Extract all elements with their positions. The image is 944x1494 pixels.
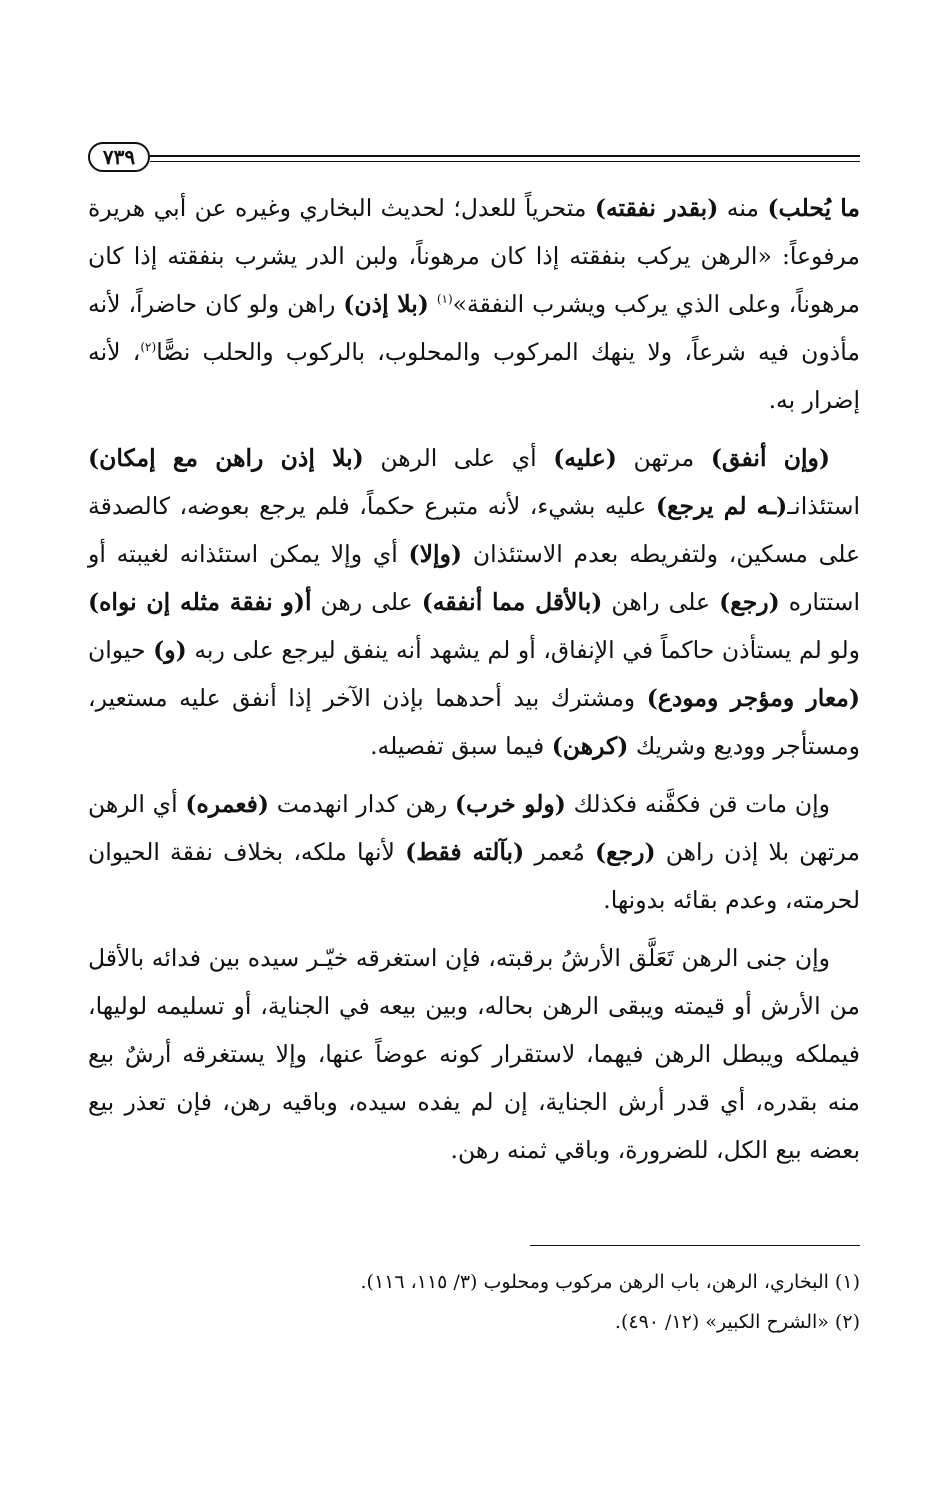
bold-term: (بلا إذن راهن مع إمكان) — [88, 444, 364, 472]
main-text — [88, 184, 860, 1174]
footnote-rule — [530, 1245, 860, 1246]
text-run: لأنها ملكه، بخلاف نفقة الحيوان لحرمته، وعدم بقائه بدونها. — [88, 838, 860, 914]
bold-term: (عليه) — [553, 444, 617, 472]
text-run: متحرياً للعدل؛ لحديث البخاري وغيره عن أبي هريرة مرفوعاً: «الرهن يركب بنفقته إذا كان مرهوناً، ولبن الدر يشرب بنفقته إذا كان مرهوناً، وعلى الذي يركب ويشرب النفقة» — [88, 194, 861, 318]
paragraph — [88, 434, 860, 770]
text-run: حيوان — [88, 636, 154, 664]
bold-term: (بآلته فقط) — [405, 838, 525, 866]
text-run — [429, 290, 437, 318]
footnote-marker: (٢) — [140, 340, 157, 355]
page-header — [88, 140, 860, 180]
bold-term: (فعمره) — [185, 790, 270, 818]
text-run: ، لأنه إضرار به. — [88, 338, 860, 414]
footnote-marker: (١) — [436, 292, 453, 307]
text-run: راهن ولو كان حاضراً، لأنه مأذون فيه شرعاً، ولا ينهك المركوب والمحلوب، بالركوب والحلب نصًّا — [88, 290, 860, 366]
bold-term: أ(و نفقة مثله إن نواه) — [88, 588, 312, 616]
text-run: استئذانـ — [787, 492, 860, 520]
bold-term: (بقدر نفقته) — [594, 194, 719, 222]
text-run: فيما سبق تفصيله. — [370, 732, 552, 760]
bold-term: (ـه لم يرجع) — [655, 492, 788, 520]
text-run: أي على الرهن — [363, 444, 554, 472]
bold-term: (معار ومؤجر ومودع) — [646, 684, 860, 712]
text-run: وإن مات قن فكفَّنه فكذلك — [565, 790, 830, 818]
bold-term: (وإن أنفق) — [710, 444, 830, 472]
text-run: مُعمر — [524, 838, 595, 866]
text-run: رهن كدار انهدمت — [269, 790, 455, 818]
paragraph — [88, 780, 860, 924]
bold-term: (بلا إذن) — [343, 290, 429, 318]
text-run: أي الرهن مرتهن بلا إذن راهن — [88, 790, 861, 866]
text-run: على راهن — [602, 588, 720, 616]
text-run: ومشترك بيد أحدهما بإذن الآخر إذا أنفق عليه مستعير، ومستأجر ووديع وشريك — [88, 684, 860, 760]
bold-term: (رجع) — [719, 588, 780, 616]
bold-term: (كرهن) — [551, 732, 629, 760]
text-run: على رهن — [311, 588, 422, 616]
paragraph — [88, 184, 860, 424]
text-run: منه — [718, 194, 768, 222]
bold-term: (ولو خرب) — [454, 790, 566, 818]
paragraph — [88, 934, 860, 1174]
text-run: ولو لم يستأذن حاكماً في الإنفاق، أو لم يشهد أنه ينفق ليرجع على ربه — [186, 636, 860, 664]
bold-term: (و) — [153, 636, 187, 664]
text-run: أي وإلا يمكن استئذانه لغيبته أو استتاره — [88, 540, 860, 616]
bold-term: (وإلا) — [408, 540, 463, 568]
header-rule — [150, 155, 860, 162]
footnotes — [88, 1262, 860, 1342]
text-run: مرتهن — [616, 444, 711, 472]
page-number: ٧٣٩ — [88, 142, 150, 172]
text-run: وإن جنى الرهن تَعَلَّق الأرشُ برقبته، فإن استغرقه خيّـر سيده بين فدائه بالأقل من الأرش أو قيمته ويبقى الرهن بحاله، وبين بيعه في الجناية، أو تسليمه لوليها، فيملكه ويبطل الرهن فيهما، لاستقرار كونه عوضاً عنها، وإلا يستغرقه أرشٌ بيع منه بقدره، أي قدر أرش الجناية، إن لم يفده سيده، وباقيه رهن، فإن تعذر بيع بعضه بيع الكل، للضرورة، وباقي ثمنه رهن. — [88, 944, 860, 1164]
footnote: (٢) «الشرح الكبير» (١٢/ ٤٩٠). — [614, 1311, 860, 1333]
bold-term: (بالأقل مما أنفقه) — [421, 588, 603, 616]
text-run: عليه بشيء، لأنه متبرع حكماً، فلم يرجع بعوضه، كالصدقة على مسكين، ولتفريطه بعدم الاستئذان — [88, 492, 860, 568]
bold-term: ما يُحلب) — [767, 194, 860, 222]
bold-term: (رجع) — [594, 838, 656, 866]
footnote: (١) البخاري، الرهن، باب الرهن مركوب ومحلوب (٣/ ١١٥، ١١٦). — [360, 1271, 860, 1293]
